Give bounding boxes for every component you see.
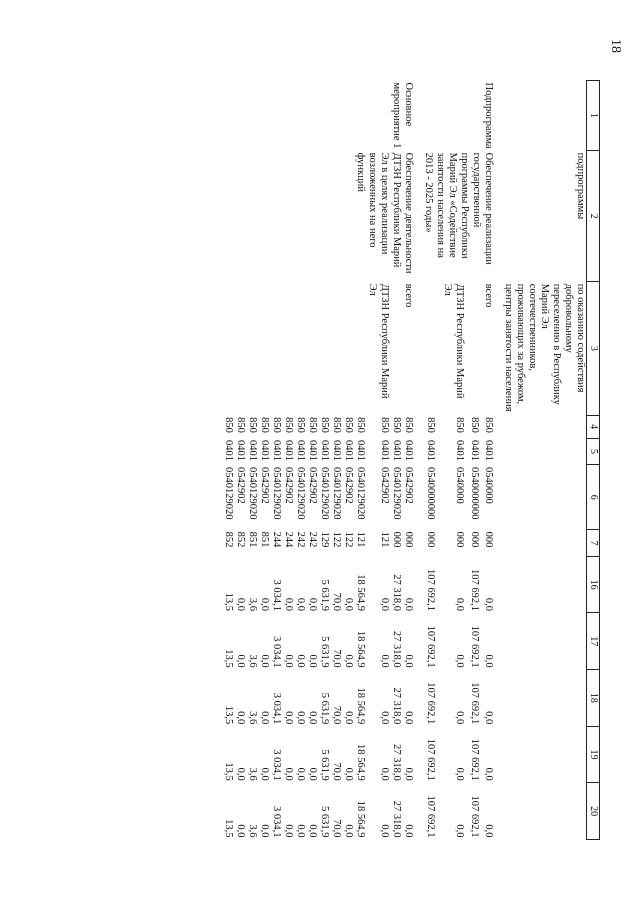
cell-amount: 107 692,1 — [425, 568, 437, 611]
cell-vr: 242 — [307, 531, 318, 548]
cell-csr: 0542902 — [235, 466, 246, 504]
cell-amount: 5 631,9 — [319, 579, 330, 611]
cell-executor — [258, 282, 270, 415]
cell-empty — [502, 670, 587, 727]
cell-executor — [282, 282, 294, 415]
cell-vr: 000 — [391, 531, 402, 548]
header-col-20: 20 — [587, 783, 600, 840]
cell-executor — [246, 282, 258, 415]
cell-amount: 18 564,9 — [355, 800, 366, 838]
cell-csr: 0542902 — [343, 466, 354, 504]
cell-vr: 242 — [295, 531, 306, 548]
header-col-17: 17 — [587, 613, 600, 670]
cell-amount: 0,0 — [403, 711, 414, 725]
cell-amount: 5 631,9 — [319, 806, 330, 838]
cell-amount: 70,0 — [331, 762, 342, 781]
cell-csr: 0540129020 — [391, 466, 402, 520]
cell-grbs: 850 — [271, 417, 282, 433]
cell-executor — [294, 282, 306, 415]
header-col-5: 5 — [587, 438, 600, 465]
cell-csr: 0542902 — [307, 466, 318, 504]
cell-vr: 000 — [403, 531, 414, 548]
cell-amount: 0,0 — [307, 711, 318, 725]
cell-amount: 107 692,1 — [468, 682, 480, 725]
cell-rzpr: 0401 — [235, 440, 246, 462]
cell-amount: 0,0 — [483, 824, 494, 838]
header-col-16: 16 — [587, 556, 600, 613]
cell-empty — [414, 81, 422, 151]
table-row — [402, 81, 414, 840]
cell-amount: 0,0 — [259, 824, 270, 838]
cell-amount: 70,0 — [331, 705, 342, 725]
cell-rzpr: 0401 — [425, 440, 437, 462]
cell-amount: 107 692,1 — [425, 795, 437, 838]
cell-amount: 3,6 — [247, 711, 258, 725]
cell-amount: 107 692,1 — [425, 682, 437, 725]
cell-executor — [354, 282, 366, 415]
header-col-18: 18 — [587, 670, 600, 727]
cell-vr: 000 — [454, 531, 466, 548]
cell-amount: 0,0 — [454, 597, 466, 611]
cell-empty — [502, 465, 587, 530]
cell-empty — [502, 415, 587, 438]
cell-amount: 0,0 — [295, 824, 306, 838]
cell-grbs: 850 — [343, 417, 354, 433]
cell-amount: 0,0 — [259, 597, 270, 611]
table-row — [502, 81, 587, 840]
cell-csr: 0542902 — [403, 466, 414, 504]
cell-vr: 129 — [319, 531, 330, 548]
cell-grbs: 850 — [283, 417, 294, 433]
cell-amount: 0,0 — [283, 824, 294, 838]
cell-amount: 0,0 — [259, 711, 270, 725]
cell-vr: 852 — [223, 531, 234, 548]
cell-rzpr: 0401 — [295, 440, 306, 462]
cell-amount: 0,0 — [343, 654, 354, 668]
cell-executor — [342, 282, 354, 415]
cell-amount: 18 564,9 — [355, 574, 366, 611]
cell-csr: 0542902 — [283, 466, 294, 504]
cell-amount: 0,0 — [454, 824, 466, 838]
cell-amount: 0,0 — [283, 654, 294, 668]
cell-vr: 122 — [331, 531, 342, 548]
cell-vr: 122 — [343, 531, 354, 548]
cell-amount: 0,0 — [259, 654, 270, 668]
cell-amount: 0,0 — [235, 767, 246, 781]
cell-amount: 27 318,0 — [391, 744, 402, 781]
cell-csr: 0540129020 — [295, 466, 306, 520]
cell-amount: 107 692,1 — [468, 625, 480, 668]
cell-executor: всего — [403, 283, 414, 308]
cell-amount: 0,0 — [235, 711, 246, 725]
cell-csr: 0540129020 — [247, 466, 258, 520]
cell-executor: всего — [483, 283, 494, 308]
cell-vr: 000 — [483, 531, 494, 548]
cell-amount: 5 631,9 — [319, 636, 330, 668]
cell-grbs: 850 — [391, 417, 402, 433]
cell-csr: 0540129020 — [355, 466, 366, 520]
header-col-7: 7 — [587, 530, 600, 557]
row-gap — [414, 81, 422, 840]
cell-amount: 0,0 — [295, 767, 306, 781]
cell-amount: 0,0 — [343, 824, 354, 838]
cell-rzpr: 0401 — [331, 440, 342, 462]
cell-amount: 18 564,9 — [355, 744, 366, 781]
cell-rzpr: 0401 — [483, 440, 494, 462]
cell-vr: 000 — [468, 531, 480, 548]
cell-amount: 3 034,1 — [271, 636, 282, 668]
cell-rzpr: 0401 — [454, 440, 466, 462]
cell-executor — [222, 282, 234, 415]
cell-amount: 13,5 — [223, 705, 234, 725]
cell-grbs: 850 — [425, 417, 437, 433]
cell-amount: 0,0 — [295, 711, 306, 725]
cell-amount: 0,0 — [283, 711, 294, 725]
cell-amount: 0,0 — [283, 597, 294, 611]
cell-vr: 121 — [379, 531, 390, 548]
cell-amount: 13,5 — [223, 649, 234, 668]
cell-type: Основное мероприятие 1 — [391, 82, 414, 149]
cell-amount: 0,0 — [295, 654, 306, 668]
cell-type: Подпрограмма — [483, 82, 494, 149]
header-col-2: 2 — [587, 151, 600, 282]
cell-grbs: 850 — [379, 417, 390, 433]
cell-amount: 107 692,1 — [468, 738, 480, 781]
cell-csr: 0540129020 — [331, 466, 342, 520]
cell-empty — [502, 783, 587, 840]
cell-vr: 121 — [355, 531, 366, 548]
cell-grbs: 850 — [307, 417, 318, 433]
cell-amount: 0,0 — [343, 767, 354, 781]
cell-amount: 0,0 — [379, 824, 390, 838]
cell-amount: 0,0 — [379, 654, 390, 668]
cell-rzpr: 0401 — [247, 440, 258, 462]
page-number: 18 — [608, 39, 623, 53]
cell-amount: 13,5 — [223, 592, 234, 611]
cell-amount: 0,0 — [307, 654, 318, 668]
cell-executor — [422, 282, 436, 415]
cell-empty — [494, 81, 502, 151]
cell-amount: 3,6 — [247, 654, 258, 668]
cell-executor — [270, 282, 282, 415]
cell-amount: 0,0 — [483, 597, 494, 611]
cell-amount: 27 318,0 — [391, 630, 402, 668]
cell-amount: 0,0 — [454, 767, 466, 781]
cell-amount: 0,0 — [343, 711, 354, 725]
cell-amount: 3 034,1 — [271, 806, 282, 838]
cell-amount: 70,0 — [331, 592, 342, 611]
budget-table — [222, 80, 600, 840]
cell-grbs: 850 — [468, 417, 480, 433]
cell-csr: 0540000 — [483, 466, 494, 504]
cell-amount: 3 034,1 — [271, 579, 282, 611]
cell-amount: 0,0 — [307, 597, 318, 611]
cell-amount: 5 631,9 — [319, 749, 330, 781]
cell-amount: 3,6 — [247, 767, 258, 781]
cell-amount: 27 318,0 — [391, 687, 402, 725]
cell-amount: 0,0 — [235, 654, 246, 668]
cell-amount: 0,0 — [295, 597, 306, 611]
cell-csr: 0540000000 — [468, 466, 480, 520]
cell-amount: 0,0 — [403, 654, 414, 668]
table-row — [480, 81, 494, 840]
cell-rzpr: 0401 — [271, 440, 282, 462]
cell-executor — [318, 282, 330, 415]
header-col-1: 1 — [587, 81, 600, 151]
header-col-3: 3 — [587, 282, 600, 415]
cell-amount: 0,0 — [454, 711, 466, 725]
cell-rzpr: 0401 — [223, 440, 234, 462]
cell-amount: 3 034,1 — [271, 692, 282, 725]
cell-amount: 70,0 — [331, 649, 342, 668]
cell-grbs: 850 — [235, 417, 246, 433]
cell-csr: 0540129020 — [319, 466, 330, 520]
cell-empty — [502, 613, 587, 670]
cell-amount: 13,5 — [223, 762, 234, 781]
cell-rzpr: 0401 — [307, 440, 318, 462]
cell-executor — [330, 282, 342, 415]
cell-rzpr: 0401 — [391, 440, 402, 462]
cell-empty — [502, 438, 587, 465]
cell-vr: 851 — [247, 531, 258, 548]
cell-executor — [306, 282, 318, 415]
cell-amount: 0,0 — [235, 824, 246, 838]
cell-amount: 107 692,1 — [468, 795, 480, 838]
cell-grbs: 850 — [454, 417, 466, 433]
cell-csr: 0540129020 — [223, 466, 234, 520]
cell-rzpr: 0401 — [379, 440, 390, 462]
cell-amount: 0,0 — [379, 767, 390, 781]
cell-grbs: 850 — [247, 417, 258, 433]
cell-amount: 0,0 — [379, 597, 390, 611]
cell-amount: 0,0 — [307, 824, 318, 838]
cell-vr: 000 — [425, 531, 437, 548]
cell-amount: 0,0 — [483, 767, 494, 781]
cell-rzpr: 0401 — [403, 440, 414, 462]
cell-csr: 0542902 — [379, 466, 390, 504]
cell-vr: 852 — [235, 531, 246, 548]
cell-name: подпрограммы — [575, 152, 586, 220]
cell-amount: 18 564,9 — [355, 630, 366, 668]
cell-amount: 0,0 — [483, 711, 494, 725]
cell-amount: 0,0 — [343, 597, 354, 611]
cell-vr: 851 — [259, 531, 270, 548]
cell-empty — [502, 726, 587, 783]
cell-empty — [502, 530, 587, 557]
cell-amount: 0,0 — [454, 654, 466, 668]
cell-amount: 0,0 — [379, 711, 390, 725]
cell-vr: 244 — [271, 531, 282, 548]
cell-csr: 0542902 — [259, 466, 270, 504]
cell-rzpr: 0401 — [468, 440, 480, 462]
cell-amount: 0,0 — [483, 654, 494, 668]
cell-amount: 3,6 — [247, 824, 258, 838]
cell-grbs: 850 — [355, 417, 366, 433]
cell-amount: 0,0 — [403, 824, 414, 838]
header-col-4: 4 — [587, 415, 600, 438]
cell-rzpr: 0401 — [355, 440, 366, 462]
cell-amount: 0,0 — [403, 767, 414, 781]
cell-grbs: 850 — [223, 417, 234, 433]
cell-empty — [502, 81, 587, 151]
cell-vr: 244 — [283, 531, 294, 548]
cell-amount: 3 034,1 — [271, 749, 282, 781]
cell-grbs: 850 — [259, 417, 270, 433]
cell-amount: 107 692,1 — [425, 738, 437, 781]
column-number-header — [587, 81, 600, 840]
cell-amount: 0,0 — [283, 767, 294, 781]
rotated-table-area — [40, 80, 600, 840]
cell-amount: 70,0 — [331, 819, 342, 838]
header-col-6: 6 — [587, 465, 600, 530]
cell-executor — [465, 282, 479, 415]
cell-grbs: 850 — [483, 417, 494, 433]
cell-rzpr: 0401 — [319, 440, 330, 462]
cell-grbs: 850 — [295, 417, 306, 433]
cell-grbs: 850 — [319, 417, 330, 433]
cell-amount: 3,6 — [247, 597, 258, 611]
cell-csr: 0540000000 — [425, 466, 437, 520]
cell-amount: 27 318,0 — [391, 574, 402, 611]
cell-executor — [234, 282, 246, 415]
cell-csr: 0540129020 — [271, 466, 282, 520]
cell-amount: 18 564,9 — [355, 687, 366, 725]
cell-name: Обеспечение деятельности ДТЗН Республики Марий Эл в целях реализации возложенных на него функций — [355, 152, 414, 274]
cell-amount: 13,5 — [223, 819, 234, 838]
row-gap — [494, 81, 502, 840]
cell-executor: ДТЗН Республики Марий Эл — [442, 283, 466, 399]
cell-amount: 107 692,1 — [468, 568, 480, 611]
cell-amount: 0,0 — [307, 767, 318, 781]
cell-name: Обеспечение реализации государственной программы Республики Марий Эл «Содействие занятости населения на 2013 - 2025 годы» — [423, 152, 494, 265]
cell-amount: 27 318,0 — [391, 800, 402, 838]
cell-executor: по оказанию содействия добровольному переселению в Республику Марий Эл соотечественников, проживающих за рубежом, центры занятости населения — [503, 283, 586, 412]
cell-rzpr: 0401 — [343, 440, 354, 462]
cell-empty — [502, 556, 587, 613]
cell-amount: 0,0 — [403, 597, 414, 611]
cell-rzpr: 0401 — [283, 440, 294, 462]
header-col-19: 19 — [587, 726, 600, 783]
cell-executor: ДТЗН Республики Марий Эл — [367, 283, 390, 399]
cell-csr: 0540000 — [454, 466, 466, 504]
cell-amount: 5 631,9 — [319, 692, 330, 725]
cell-amount: 0,0 — [235, 597, 246, 611]
cell-amount: 0,0 — [259, 767, 270, 781]
cell-amount: 107 692,1 — [425, 625, 437, 668]
cell-grbs: 850 — [331, 417, 342, 433]
cell-grbs: 850 — [403, 417, 414, 433]
cell-rzpr: 0401 — [259, 440, 270, 462]
cell-executor — [390, 282, 402, 415]
